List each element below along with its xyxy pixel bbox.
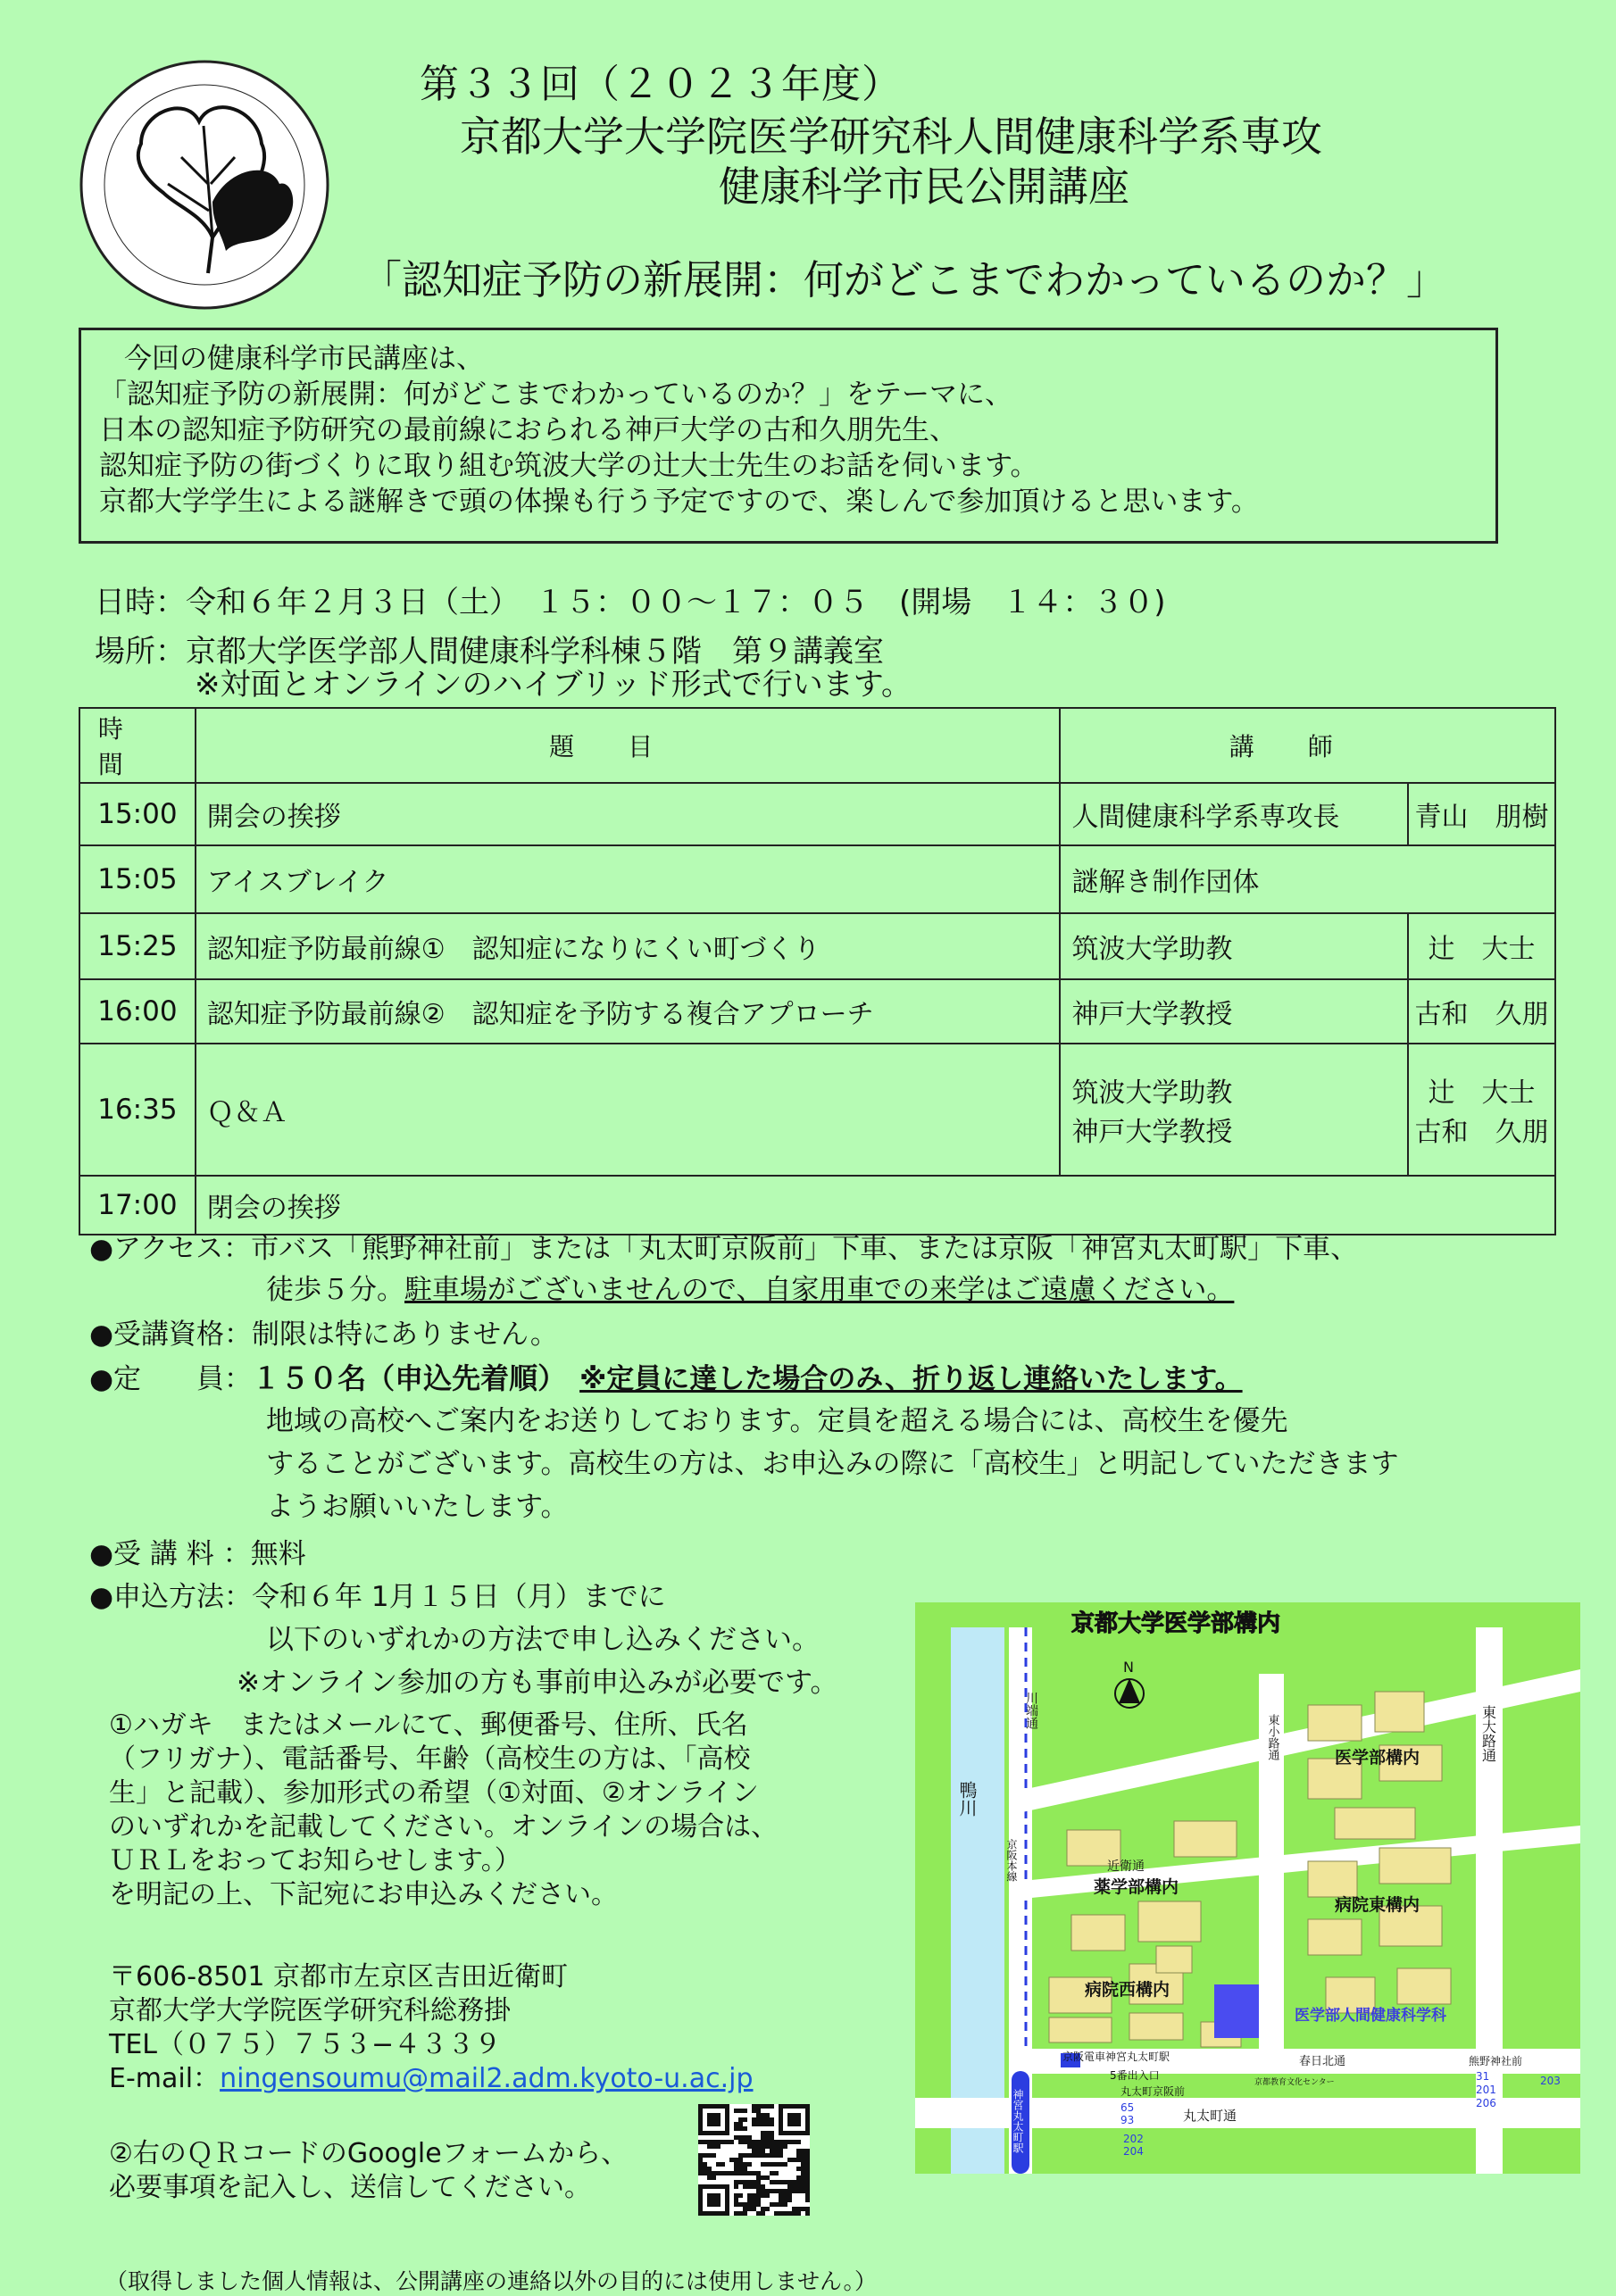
speaker-line: 古和 久朋 bbox=[1414, 1117, 1549, 1148]
header-lecture-title: 健康科学市民公開講座 bbox=[719, 162, 1129, 211]
capacity-detail: ようお願いいたします。 bbox=[266, 1491, 569, 1523]
method-1-line: ＵＲＬをおってお知らせします。） bbox=[109, 1845, 521, 1876]
row-time: 16:00 bbox=[79, 979, 196, 1044]
email-label: E-mail： bbox=[109, 2063, 221, 2094]
map-station-label: 神宮丸太町駅 bbox=[1012, 2089, 1024, 2153]
method-2-line: ②右のＱＲコードのGoogleフォームから、 bbox=[109, 2138, 629, 2169]
header-title: 題目 bbox=[196, 708, 1061, 783]
row-affiliation: 人間健康科学系専攻長 bbox=[1060, 783, 1408, 845]
map-bus-kumano-label: 熊野神社前 bbox=[1469, 2055, 1523, 2067]
map-exit-label: 5番出入口 bbox=[1110, 2069, 1160, 2082]
capacity-line bbox=[89, 1358, 1243, 1400]
row-affiliation: 神戸大学教授 bbox=[1060, 979, 1408, 1044]
map-hosp-west-label: 病院西構内 bbox=[1085, 1980, 1170, 2000]
map-koji-label: 東小路通 bbox=[1265, 1714, 1279, 1760]
postal-address: 〒606-8501 京都市左京区吉田近衛町 bbox=[109, 1961, 568, 1992]
header-speaker: 講師 bbox=[1060, 708, 1555, 783]
header-time: 時間 bbox=[79, 708, 196, 783]
lecture-theme: 「認知症予防の新展開：何がどこまでわかっているのか？」 bbox=[362, 256, 1447, 304]
schedule-table bbox=[79, 707, 1556, 1235]
method-2 bbox=[109, 2137, 628, 2205]
header-department: 京都大学大学院医学研究科人間健康科学系専攻 bbox=[460, 112, 1322, 161]
contact-address bbox=[109, 1960, 754, 2096]
eligibility: ●受講資格：制限は特にありません。 bbox=[89, 1319, 558, 1351]
map-marutamachi-label: 丸太町通 bbox=[1183, 2108, 1237, 2124]
method-1-line: （フリガナ）、電話番号、年齢（高校生の方は、「高校 bbox=[109, 1743, 751, 1775]
affiliation-line: 筑波大学助教 bbox=[1071, 1077, 1233, 1109]
access-line-2 bbox=[266, 1269, 1234, 1310]
qr-code[interactable] bbox=[698, 2104, 810, 2216]
method-1-line: ①ハガキ またはメールにて、郵便番号、住所、氏名 bbox=[109, 1710, 748, 1741]
intro-box bbox=[79, 328, 1498, 544]
map-bus-number: 201 bbox=[1476, 2084, 1496, 2096]
table-header-row bbox=[79, 708, 1555, 783]
apply-label: ●申込方法： bbox=[89, 1581, 253, 1613]
parking-note: 駐車場がございませんので、自家用車での来学はご遠慮ください。 bbox=[404, 1274, 1235, 1306]
map-target-label: 医学部人間健康科学科 bbox=[1295, 2007, 1446, 2025]
apply-online-note: ※オンライン参加の方も事前申込みが必要です。 bbox=[237, 1667, 838, 1699]
kamo-river bbox=[951, 1627, 1004, 2174]
privacy-note: （取得しました個人情報は、公開講座の連絡以外の目的には使用しません。） bbox=[105, 2268, 878, 2294]
phone: TEL（０７５）７５３−４３３９ bbox=[109, 2029, 502, 2060]
map-konoe-label: 近衛通 bbox=[1107, 1859, 1145, 1874]
apply-deadline: 令和６年 1月１５日（月）までに bbox=[252, 1581, 666, 1613]
capacity-note: ※定員に達した場合のみ、折り返し連絡いたします。 bbox=[579, 1363, 1243, 1395]
row-time: 15:25 bbox=[79, 913, 196, 979]
target-building bbox=[1214, 1984, 1259, 2038]
access-line bbox=[89, 1228, 1358, 1269]
map-culture-label: 京都教育文化センター bbox=[1254, 2078, 1335, 2087]
method-2-line: 必要事項を記入し、送信してください。 bbox=[109, 2172, 591, 2203]
affiliation-line: 神戸大学教授 bbox=[1071, 1117, 1233, 1148]
intro-line: 「認知症予防の新展開：何がどこまでわかっているのか？」をテーマに、 bbox=[99, 379, 1012, 411]
row-time: 16:35 bbox=[79, 1044, 196, 1176]
row-speaker: 古和 久朋 bbox=[1408, 979, 1555, 1044]
map-keihan-stop-label: 京阪電車神宮丸太町駅 bbox=[1062, 2051, 1170, 2063]
email-line bbox=[109, 2062, 754, 2096]
row-time: 17:00 bbox=[79, 1176, 196, 1235]
map-bus-number: 204 bbox=[1123, 2145, 1144, 2158]
map-kamogawa-label: 鴨川 bbox=[956, 1781, 978, 1817]
row-speaker: 青山 朋樹 bbox=[1408, 783, 1555, 845]
map-bus-number: 31 bbox=[1476, 2070, 1490, 2083]
intro-line: 今回の健康科学市民講座は、 bbox=[124, 343, 484, 375]
header-edition: 第３３回（２０２３年度） bbox=[420, 62, 902, 107]
capacity-label: ●定 員： bbox=[89, 1363, 253, 1395]
row-title: 開会の挨拶 bbox=[196, 783, 1061, 845]
email-link[interactable]: ningensoumu@mail2.adm.kyoto-u.ac.jp bbox=[220, 2063, 754, 2094]
map-bus-number: 206 bbox=[1476, 2097, 1496, 2109]
map-bus-number: 93 bbox=[1120, 2114, 1135, 2126]
row-title: 認知症予防最前線① 認知症になりにくい町づくり bbox=[196, 913, 1061, 979]
map-bus-number: 203 bbox=[1540, 2075, 1561, 2087]
fee: ●受 講 料 ：無料 bbox=[89, 1538, 306, 1570]
table-row bbox=[79, 845, 1555, 913]
row-time: 15:00 bbox=[79, 783, 196, 845]
row-speaker bbox=[1408, 1044, 1555, 1176]
capacity-detail: することがございます。高校生の方は、お申込みの際に「高校生」と明記していただきます bbox=[266, 1448, 1399, 1480]
event-hybrid-note: ※対面とオンラインのハイブリッド形式で行います。 bbox=[195, 667, 912, 703]
map-kasuga-kita-label: 春日北通 bbox=[1299, 2055, 1346, 2068]
table-row bbox=[79, 979, 1555, 1044]
intro-line: 認知症予防の街づくりに取り組む筑波大学の辻大士先生のお話を伺います。 bbox=[99, 450, 1038, 482]
map-bus-number: 202 bbox=[1123, 2133, 1144, 2145]
capacity-detail: 地域の高校へご案内をお送りしております。定員を超える場合には、高校生を優先 bbox=[266, 1405, 1288, 1437]
access-walk: 徒歩５分。 bbox=[266, 1274, 404, 1306]
method-1 bbox=[109, 1709, 778, 1912]
map-kawabata-label: 川端通 bbox=[1024, 1692, 1038, 1729]
event-datetime: 日時：令和６年２月３日（土） １５：００～１７：０５ (開場 １４：３０) bbox=[95, 585, 1166, 620]
intro-line: 京都大学学生による謎解きで頭の体操も行う予定ですので、楽しんで参加頂けると思います。 bbox=[99, 486, 1259, 518]
map-higashioji-label: 東大路通 bbox=[1479, 1705, 1497, 1762]
access-text: 市バス「熊野神社前」または「丸太町京阪前」下車、または京阪「神宮丸太町駅」下車、 bbox=[251, 1233, 1359, 1265]
speaker-line: 辻 大士 bbox=[1428, 1077, 1536, 1109]
map-north-label: N bbox=[1123, 1659, 1134, 1676]
row-speaker: 辻 大士 bbox=[1408, 913, 1555, 979]
map-bus-keihan-label: 丸太町京阪前 bbox=[1120, 2085, 1186, 2098]
table-row bbox=[79, 913, 1555, 979]
method-1-line: 生」と記載）、参加形式の希望（①対面、②オンライン bbox=[109, 1777, 759, 1809]
row-title: アイスブレイク bbox=[196, 845, 1061, 913]
row-title: 認知症予防最前線② 認知症を予防する複合アプローチ bbox=[196, 979, 1061, 1044]
apply-line bbox=[89, 1576, 666, 1618]
row-affiliation: 筑波大学助教 bbox=[1060, 913, 1408, 979]
map-pharm-campus-label: 薬学部構内 bbox=[1094, 1877, 1179, 1897]
map-bus-number: 65 bbox=[1120, 2101, 1135, 2114]
intro-line: 日本の認知症予防研究の最前線におられる神戸大学の古和久朋先生、 bbox=[99, 414, 957, 446]
method-1-line: のいずれかを記載してください。オンラインの場合は、 bbox=[109, 1811, 779, 1843]
table-row bbox=[79, 1044, 1555, 1176]
capacity-value: １５０名（申込先着順） bbox=[252, 1361, 553, 1395]
event-place: 場所：京都大学医学部人間健康科学科棟５階 第９講義室 bbox=[95, 634, 884, 670]
office-name: 京都大学大学院医学研究科総務掛 bbox=[109, 1995, 511, 2026]
university-logo bbox=[79, 59, 330, 311]
apply-instruction: 以下のいずれかの方法で申し込みください。 bbox=[266, 1624, 820, 1656]
table-row bbox=[79, 783, 1555, 845]
method-1-line: を明記の上、下記宛にお申込みください。 bbox=[109, 1879, 618, 1910]
row-time: 15:05 bbox=[79, 845, 196, 913]
map-title: 京都大学医学部構内 bbox=[1071, 1610, 1281, 1637]
row-affiliation: 謎解き制作団体 bbox=[1060, 845, 1555, 913]
map-med-campus-label: 医学部構内 bbox=[1335, 1748, 1420, 1768]
map-hosp-east-label: 病院東構内 bbox=[1335, 1895, 1420, 1915]
row-title: Ｑ＆Ａ bbox=[196, 1044, 1061, 1176]
access-label: ●アクセス： bbox=[89, 1233, 252, 1265]
row-title: 閉会の挨拶 bbox=[196, 1176, 1555, 1235]
row-affiliation bbox=[1060, 1044, 1408, 1176]
campus-map bbox=[915, 1602, 1580, 2174]
table-row bbox=[79, 1176, 1555, 1235]
map-keihan-line-label: 京阪本線 bbox=[1005, 1839, 1018, 1882]
